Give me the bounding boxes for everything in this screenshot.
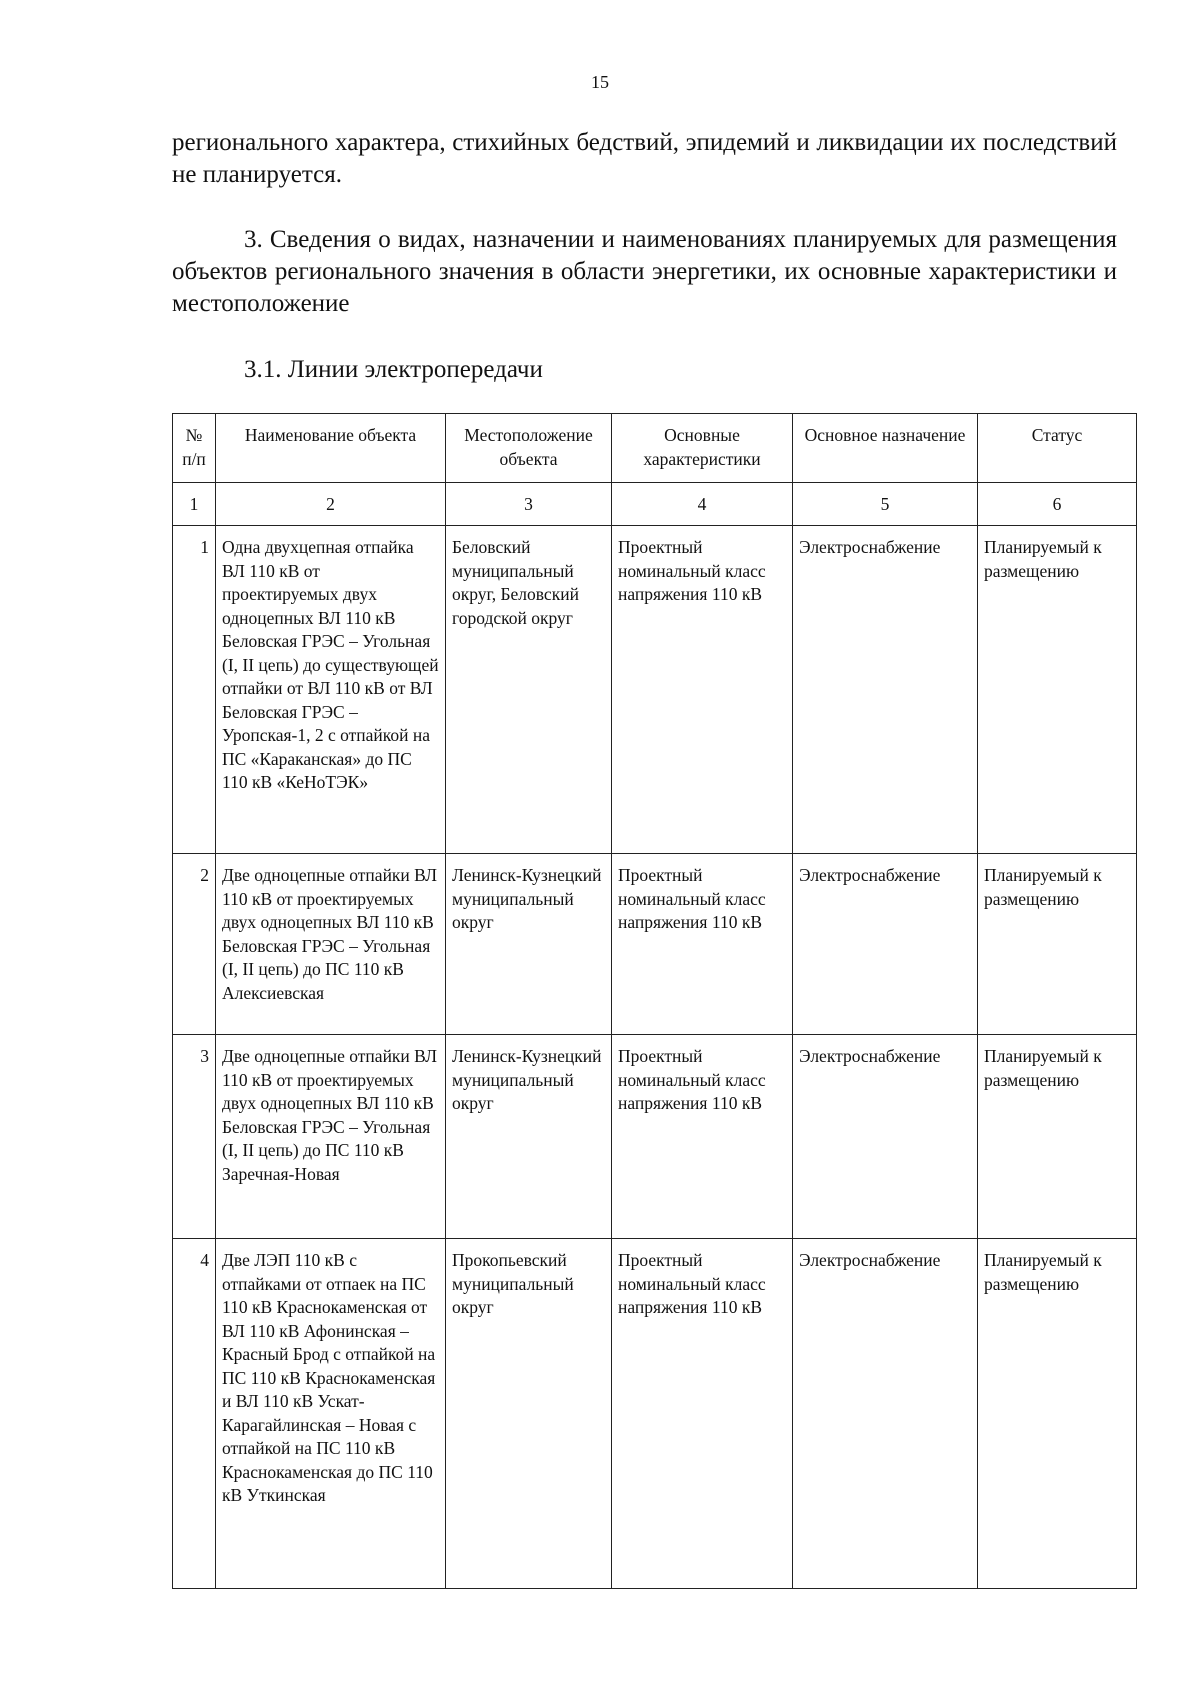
characteristics-cell: Проектный номинальный класс напряжения 110 кВ xyxy=(612,526,793,854)
table-row xyxy=(173,1035,1137,1239)
object-name-cell: Две ЛЭП 110 кВ с отпайками от отпаек на ПС 110 кВ Краснокаменская от ВЛ 110 кВ Афонинская – Красный Брод с отпайкой на ПС 110 кВ Краснокаменская и ВЛ 110 кВ Ускат-Карагайлинская – Новая с отпайкой на ПС 110 кВ Краснокаменская до ПС 110 кВ Уткинская xyxy=(216,1239,446,1589)
column-numbers-row xyxy=(173,483,1137,526)
table-row xyxy=(173,1239,1137,1589)
column-number: 1 xyxy=(173,483,216,526)
row-number: 1 xyxy=(173,526,216,854)
header-status: Статус xyxy=(978,414,1137,483)
status-cell: Планируемый к размещению xyxy=(978,1035,1137,1239)
table-row xyxy=(173,526,1137,854)
section-heading: 3. Сведения о видах, назначении и наименованиях планируемых для размещения объектов регионального значения в области энергетики, их основные характеристики и местоположение xyxy=(172,226,1117,317)
purpose-cell: Электроснабжение xyxy=(793,1239,978,1589)
header-purpose: Основное назначение xyxy=(793,414,978,483)
object-name-cell: Две одноцепные отпайки ВЛ 110 кВ от проектируемых двух одноцепных ВЛ 110 кВ Беловская ГРЭС – Угольная (I, II цепь) до ПС 110 кВ Алексиевская xyxy=(216,854,446,1035)
status-cell: Планируемый к размещению xyxy=(978,854,1137,1035)
page-number: 15 xyxy=(591,72,609,92)
row-number: 3 xyxy=(173,1035,216,1239)
purpose-cell: Электроснабжение xyxy=(793,854,978,1035)
header-location: Местоположение объекта xyxy=(446,414,612,483)
characteristics-cell: Проектный номинальный класс напряжения 110 кВ xyxy=(612,854,793,1035)
subsection-heading: 3.1. Линии электропередачи xyxy=(244,356,543,383)
row-number: 2 xyxy=(173,854,216,1035)
table-header-row xyxy=(173,414,1137,483)
location-cell: Прокопьевский муниципальный округ xyxy=(446,1239,612,1589)
object-name-cell: Одна двухцепная отпайка ВЛ 110 кВ от проектируемых двух одноцепных ВЛ 110 кВ Беловская ГРЭС – Угольная (I, II цепь) до существующей отпайки от ВЛ 110 кВ от ВЛ Беловская ГРЭС – Уропская-1, 2 с отпайкой на ПС «Караканская» до ПС 110 кВ «КеНоТЭК» xyxy=(216,526,446,854)
purpose-cell: Электроснабжение xyxy=(793,526,978,854)
column-number: 2 xyxy=(216,483,446,526)
column-number: 4 xyxy=(612,483,793,526)
characteristics-cell: Проектный номинальный класс напряжения 110 кВ xyxy=(612,1035,793,1239)
column-number: 5 xyxy=(793,483,978,526)
characteristics-cell: Проектный номинальный класс напряжения 110 кВ xyxy=(612,1239,793,1589)
location-cell: Ленинск-Кузнецкий муниципальный округ xyxy=(446,1035,612,1239)
column-number: 3 xyxy=(446,483,612,526)
table-row xyxy=(173,854,1137,1035)
header-characteristics: Основные характеристики xyxy=(612,414,793,483)
status-cell: Планируемый к размещению xyxy=(978,526,1137,854)
header-object-name: Наименование объекта xyxy=(216,414,446,483)
header-number: № п/п xyxy=(173,414,216,483)
object-name-cell: Две одноцепные отпайки ВЛ 110 кВ от проектируемых двух одноцепных ВЛ 110 кВ Беловская ГРЭС – Угольная (I, II цепь) до ПС 110 кВ Заречная-Новая xyxy=(216,1035,446,1239)
location-cell: Ленинск-Кузнецкий муниципальный округ xyxy=(446,854,612,1035)
row-number: 4 xyxy=(173,1239,216,1589)
power-lines-table xyxy=(172,413,1137,1589)
location-cell: Беловский муниципальный округ, Беловский городской округ xyxy=(446,526,612,854)
paragraph-continuation: регионального характера, стихийных бедствий, эпидемий и ликвидации их последствий не планируется. xyxy=(172,129,1117,188)
status-cell: Планируемый к размещению xyxy=(978,1239,1137,1589)
column-number: 6 xyxy=(978,483,1137,526)
purpose-cell: Электроснабжение xyxy=(793,1035,978,1239)
